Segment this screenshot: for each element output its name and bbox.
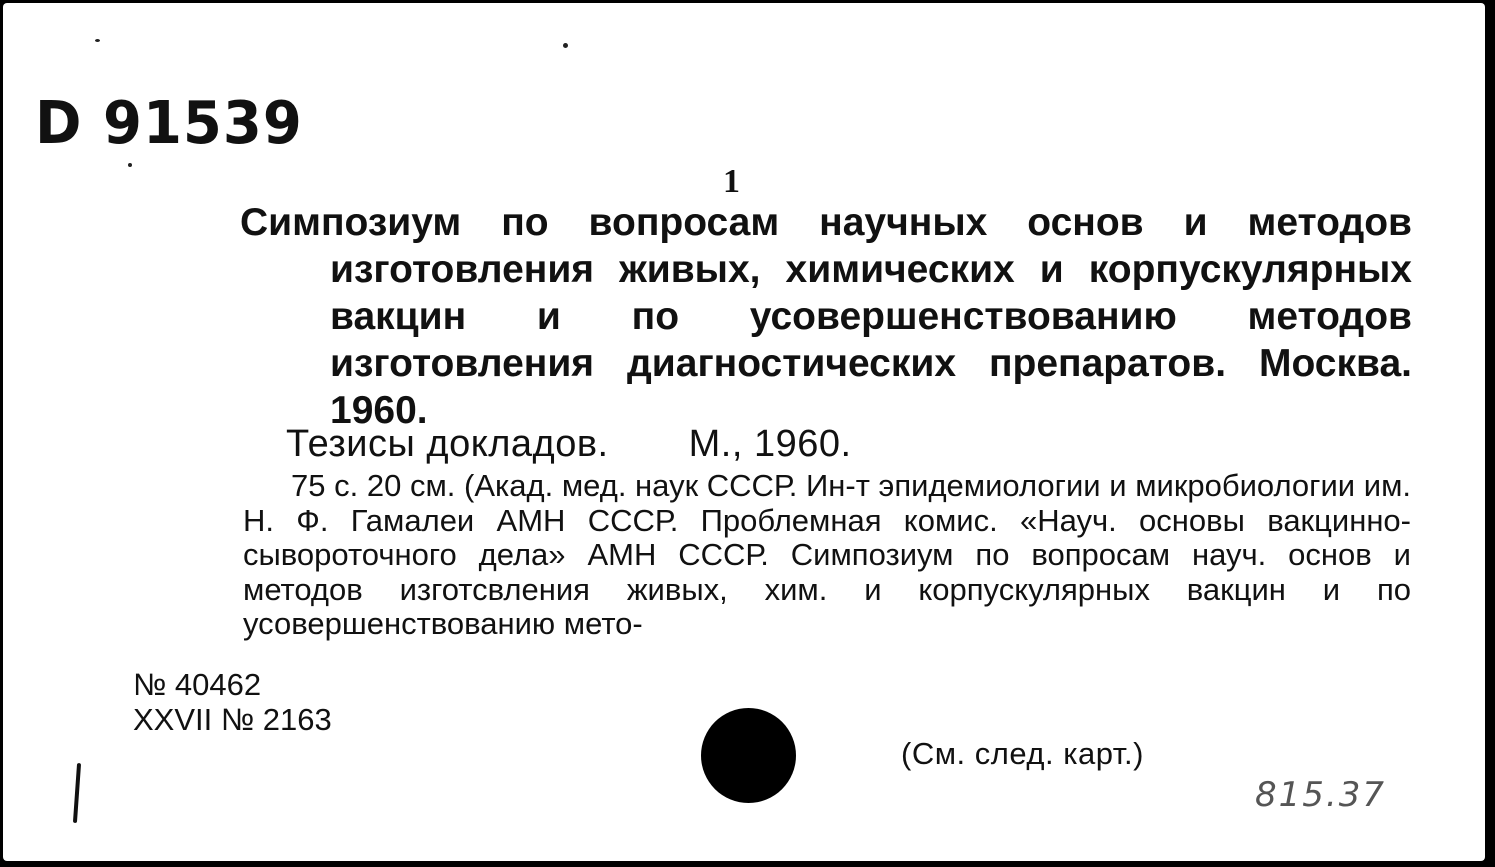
continued-note: (См. след. карт.) xyxy=(901,736,1144,771)
inventory-number: № 40462 xyxy=(133,667,262,702)
speck xyxy=(128,163,132,167)
catalog-card xyxy=(3,3,1485,861)
stamp-number: D 91539 xyxy=(35,89,303,158)
pencil-mark xyxy=(73,763,81,823)
subtitle-place: М., 1960. xyxy=(688,423,852,465)
speck xyxy=(95,39,100,42)
speck xyxy=(563,43,568,48)
card-sequence-number: 1 xyxy=(723,163,740,200)
entry-title xyxy=(240,199,1412,434)
subtitle-text: Тезисы докладов. xyxy=(286,423,609,465)
entry-subtitle xyxy=(286,423,852,466)
inventory-block xyxy=(133,667,332,737)
punch-hole xyxy=(701,708,796,803)
handwritten-shelfmark: 815.37 xyxy=(1255,775,1386,815)
volume-number: XXVII № 2163 xyxy=(133,702,332,737)
entry-title-text: Симпозиум по вопросам научных основ и методов изготовления живых, химических и корпускулярных вакцин и по усовершенствованию методов изготовления диагностических препаратов. Москва. 1960. xyxy=(240,201,1412,432)
entry-description: 75 с. 20 см. (Акад. мед. наук СССР. Ин-т эпидемиологии и микробиологии им. Н. Ф. Гамалеи АМН СССР. Проблемная комис. «Науч. основы вакцинно-сывороточного дела» АМН СССР. Симпозиум по вопросам науч. основ и методов изготсвления живых, хим. и корпускулярных вакцин и по усовершенствованию мето- xyxy=(243,468,1411,641)
